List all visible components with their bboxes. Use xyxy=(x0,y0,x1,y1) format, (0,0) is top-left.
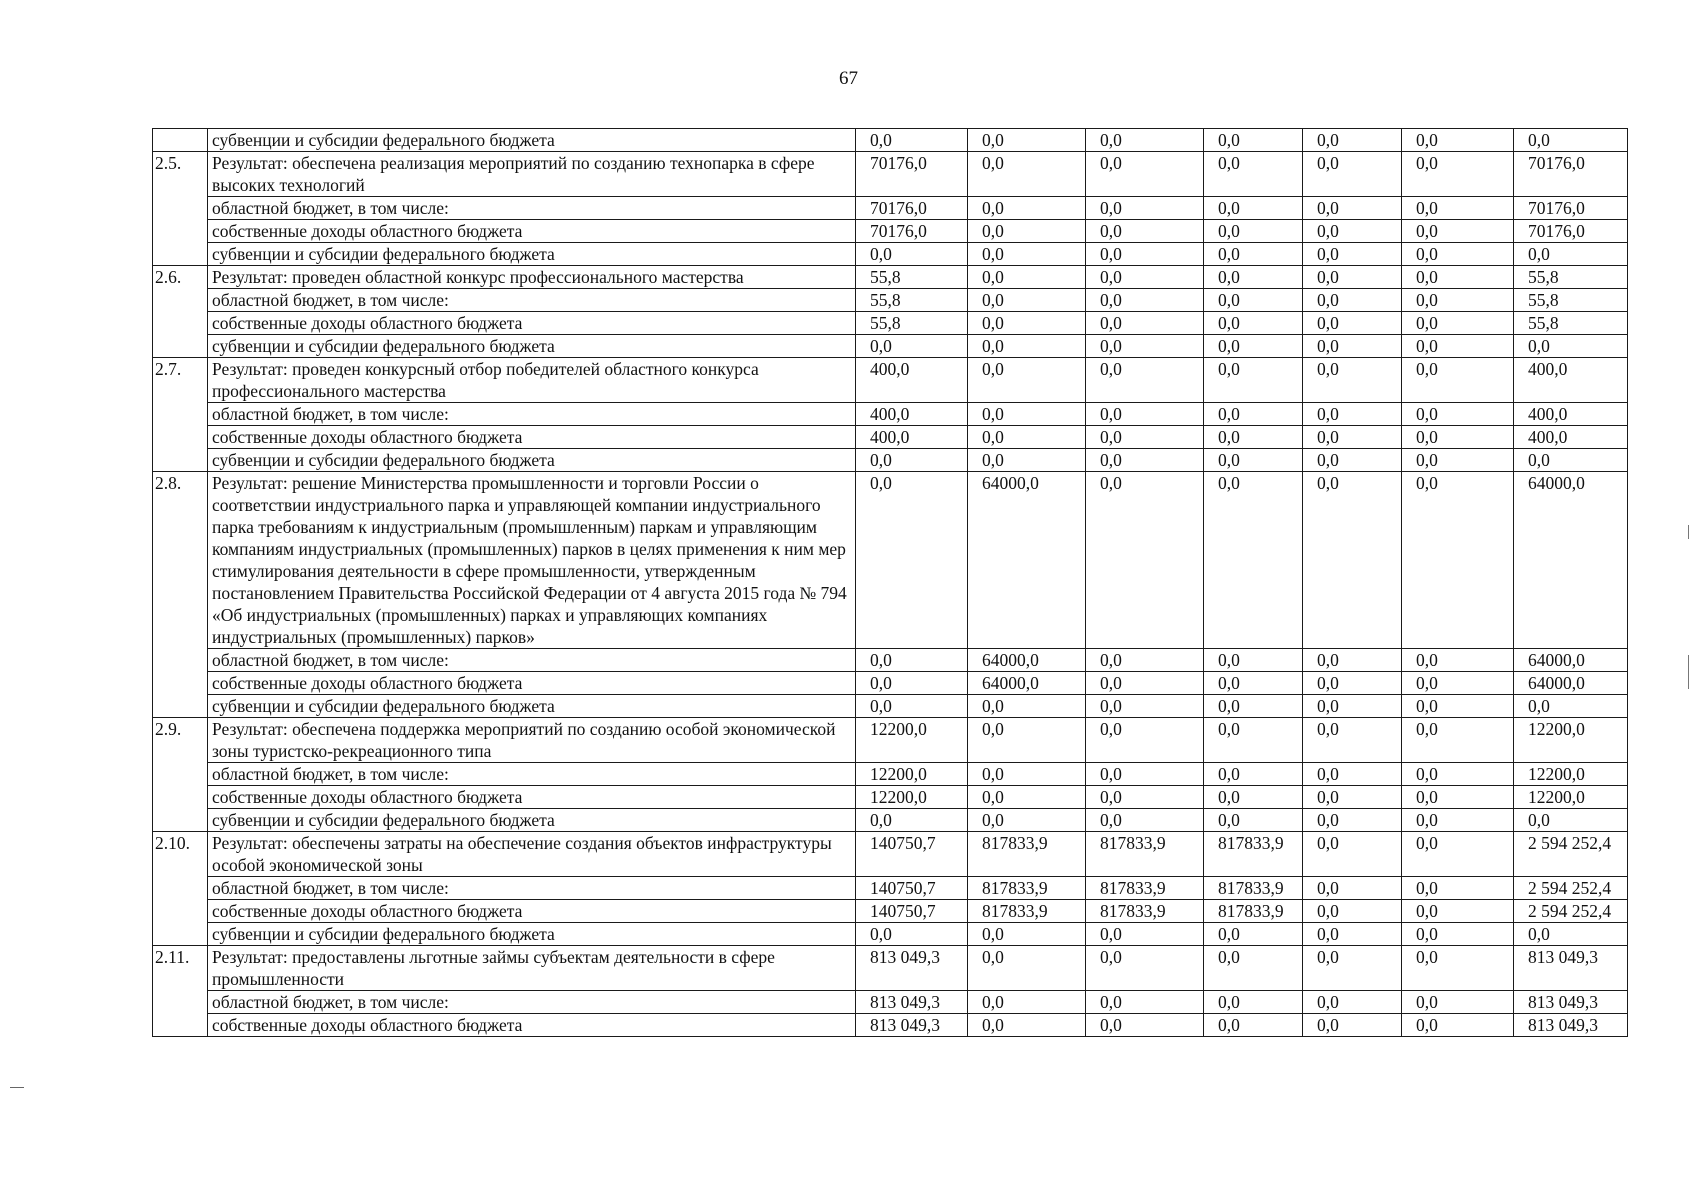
value-cell: 813 049,3 xyxy=(856,946,968,991)
value-cell: 813 049,3 xyxy=(856,991,968,1014)
value-cell: 0,0 xyxy=(1303,197,1402,220)
value-cell: 0,0 xyxy=(1204,403,1303,426)
value-cell: 2 594 252,4 xyxy=(1514,832,1628,877)
value-cell: 0,0 xyxy=(1402,1014,1514,1037)
value-cell: 0,0 xyxy=(1204,289,1303,312)
value-cell: 0,0 xyxy=(1204,472,1303,649)
value-cell: 0,0 xyxy=(968,197,1086,220)
value-cell: 0,0 xyxy=(1303,289,1402,312)
row-label-cell: субвенции и субсидии федерального бюджета xyxy=(208,243,856,266)
row-code-cell: 2.11. xyxy=(153,946,208,1037)
table-row xyxy=(153,991,1628,1014)
value-cell: 0,0 xyxy=(1402,923,1514,946)
table-row xyxy=(153,403,1628,426)
value-cell: 140750,7 xyxy=(856,832,968,877)
value-cell: 0,0 xyxy=(1303,877,1402,900)
row-label-cell: собственные доходы областного бюджета xyxy=(208,672,856,695)
value-cell: 0,0 xyxy=(1303,1014,1402,1037)
value-cell: 2 594 252,4 xyxy=(1514,900,1628,923)
value-cell: 813 049,3 xyxy=(1514,1014,1628,1037)
value-cell: 0,0 xyxy=(1303,718,1402,763)
value-cell: 64000,0 xyxy=(1514,672,1628,695)
value-cell: 0,0 xyxy=(1402,672,1514,695)
row-code-cell xyxy=(153,129,208,152)
value-cell: 0,0 xyxy=(856,472,968,649)
value-cell: 0,0 xyxy=(968,1014,1086,1037)
value-cell: 55,8 xyxy=(1514,289,1628,312)
value-cell: 55,8 xyxy=(1514,266,1628,289)
value-cell: 817833,9 xyxy=(968,832,1086,877)
row-label-cell: собственные доходы областного бюджета xyxy=(208,312,856,335)
value-cell: 0,0 xyxy=(1086,220,1204,243)
row-label-cell: субвенции и субсидии федерального бюджета xyxy=(208,335,856,358)
table-row xyxy=(153,695,1628,718)
value-cell: 64000,0 xyxy=(1514,472,1628,649)
value-cell: 0,0 xyxy=(1402,649,1514,672)
value-cell: 0,0 xyxy=(1204,763,1303,786)
row-label-cell: Результат: проведен областной конкурс профессионального мастерства xyxy=(208,266,856,289)
budget-table-body xyxy=(153,129,1628,1037)
value-cell: 0,0 xyxy=(1303,426,1402,449)
table-row xyxy=(153,472,1628,649)
value-cell: 0,0 xyxy=(1303,991,1402,1014)
value-cell: 813 049,3 xyxy=(856,1014,968,1037)
row-code-cell: 2.10. xyxy=(153,832,208,946)
value-cell: 0,0 xyxy=(968,129,1086,152)
value-cell: 0,0 xyxy=(1086,289,1204,312)
row-label-cell: Результат: обеспечена поддержка мероприятий по созданию особой экономической зоны туристско-рекреационного типа xyxy=(208,718,856,763)
value-cell: 0,0 xyxy=(1204,152,1303,197)
value-cell: 0,0 xyxy=(1086,472,1204,649)
value-cell: 0,0 xyxy=(1514,923,1628,946)
table-row xyxy=(153,923,1628,946)
row-label-cell: собственные доходы областного бюджета xyxy=(208,1014,856,1037)
row-label-cell: субвенции и субсидии федерального бюджета xyxy=(208,449,856,472)
value-cell: 0,0 xyxy=(1086,718,1204,763)
value-cell: 0,0 xyxy=(1402,152,1514,197)
budget-table xyxy=(152,128,1628,1037)
value-cell: 0,0 xyxy=(1402,832,1514,877)
table-row xyxy=(153,335,1628,358)
row-label-cell: областной бюджет, в том числе: xyxy=(208,877,856,900)
value-cell: 0,0 xyxy=(1303,923,1402,946)
value-cell: 400,0 xyxy=(1514,426,1628,449)
value-cell: 0,0 xyxy=(856,449,968,472)
value-cell: 817833,9 xyxy=(1086,900,1204,923)
value-cell: 0,0 xyxy=(1204,1014,1303,1037)
row-label-cell: субвенции и субсидии федерального бюджета xyxy=(208,923,856,946)
scan-mark-right xyxy=(1688,655,1689,689)
value-cell: 817833,9 xyxy=(1204,832,1303,877)
value-cell: 0,0 xyxy=(856,649,968,672)
value-cell: 0,0 xyxy=(1303,649,1402,672)
table-row xyxy=(153,266,1628,289)
value-cell: 0,0 xyxy=(1303,472,1402,649)
value-cell: 12200,0 xyxy=(1514,786,1628,809)
table-row xyxy=(153,220,1628,243)
row-label-cell: субвенции и субсидии федерального бюджета xyxy=(208,129,856,152)
value-cell: 400,0 xyxy=(856,358,968,403)
value-cell: 0,0 xyxy=(1204,786,1303,809)
value-cell: 0,0 xyxy=(1086,243,1204,266)
value-cell: 12200,0 xyxy=(856,786,968,809)
table-row xyxy=(153,900,1628,923)
value-cell: 0,0 xyxy=(1086,449,1204,472)
value-cell: 0,0 xyxy=(1086,403,1204,426)
value-cell: 0,0 xyxy=(1204,649,1303,672)
value-cell: 0,0 xyxy=(1204,266,1303,289)
value-cell: 0,0 xyxy=(856,335,968,358)
value-cell: 0,0 xyxy=(1086,991,1204,1014)
value-cell: 0,0 xyxy=(1086,312,1204,335)
value-cell: 0,0 xyxy=(1514,449,1628,472)
value-cell: 0,0 xyxy=(968,358,1086,403)
value-cell: 70176,0 xyxy=(856,152,968,197)
table-row xyxy=(153,672,1628,695)
value-cell: 0,0 xyxy=(1204,672,1303,695)
table-row xyxy=(153,877,1628,900)
value-cell: 0,0 xyxy=(1402,809,1514,832)
row-label-cell: субвенции и субсидии федерального бюджета xyxy=(208,809,856,832)
value-cell: 0,0 xyxy=(1086,809,1204,832)
value-cell: 0,0 xyxy=(968,243,1086,266)
value-cell: 0,0 xyxy=(1402,991,1514,1014)
value-cell: 0,0 xyxy=(1303,763,1402,786)
row-label-cell: Результат: обеспечены затраты на обеспечение создания объектов инфраструктуры особой экономической зоны xyxy=(208,832,856,877)
value-cell: 0,0 xyxy=(968,695,1086,718)
value-cell: 64000,0 xyxy=(1514,649,1628,672)
row-code-cell: 2.9. xyxy=(153,718,208,832)
value-cell: 0,0 xyxy=(1204,449,1303,472)
value-cell: 140750,7 xyxy=(856,900,968,923)
value-cell: 0,0 xyxy=(856,923,968,946)
table-row xyxy=(153,809,1628,832)
value-cell: 0,0 xyxy=(1303,312,1402,335)
table-row xyxy=(153,763,1628,786)
value-cell: 55,8 xyxy=(856,289,968,312)
value-cell: 0,0 xyxy=(1086,152,1204,197)
value-cell: 0,0 xyxy=(1402,718,1514,763)
value-cell: 0,0 xyxy=(1402,426,1514,449)
table-row xyxy=(153,129,1628,152)
value-cell: 0,0 xyxy=(968,220,1086,243)
value-cell: 0,0 xyxy=(1402,197,1514,220)
value-cell: 0,0 xyxy=(1204,695,1303,718)
value-cell: 0,0 xyxy=(1086,923,1204,946)
value-cell: 0,0 xyxy=(1086,672,1204,695)
value-cell: 0,0 xyxy=(1204,129,1303,152)
value-cell: 0,0 xyxy=(1086,695,1204,718)
value-cell: 0,0 xyxy=(1086,946,1204,991)
scan-mark-right xyxy=(1688,525,1689,539)
value-cell: 12200,0 xyxy=(856,718,968,763)
value-cell: 0,0 xyxy=(1204,312,1303,335)
value-cell: 0,0 xyxy=(1204,358,1303,403)
value-cell: 0,0 xyxy=(856,672,968,695)
value-cell: 0,0 xyxy=(1303,358,1402,403)
value-cell: 0,0 xyxy=(1303,335,1402,358)
value-cell: 0,0 xyxy=(1402,266,1514,289)
value-cell: 0,0 xyxy=(1303,695,1402,718)
value-cell: 0,0 xyxy=(1303,946,1402,991)
row-code-cell: 2.8. xyxy=(153,472,208,718)
row-label-cell: собственные доходы областного бюджета xyxy=(208,220,856,243)
value-cell: 70176,0 xyxy=(856,220,968,243)
row-code-cell: 2.5. xyxy=(153,152,208,266)
value-cell: 0,0 xyxy=(856,129,968,152)
value-cell: 0,0 xyxy=(1204,197,1303,220)
value-cell: 0,0 xyxy=(856,809,968,832)
value-cell: 0,0 xyxy=(1402,763,1514,786)
value-cell: 0,0 xyxy=(1514,129,1628,152)
value-cell: 0,0 xyxy=(1204,335,1303,358)
row-label-cell: областной бюджет, в том числе: xyxy=(208,197,856,220)
value-cell: 0,0 xyxy=(1303,900,1402,923)
row-label-cell: областной бюджет, в том числе: xyxy=(208,991,856,1014)
value-cell: 0,0 xyxy=(1402,220,1514,243)
value-cell: 0,0 xyxy=(1086,197,1204,220)
value-cell: 0,0 xyxy=(1303,220,1402,243)
value-cell: 0,0 xyxy=(1086,335,1204,358)
value-cell: 0,0 xyxy=(1402,695,1514,718)
value-cell: 0,0 xyxy=(968,335,1086,358)
table-row xyxy=(153,358,1628,403)
value-cell: 70176,0 xyxy=(856,197,968,220)
value-cell: 0,0 xyxy=(1402,877,1514,900)
value-cell: 0,0 xyxy=(856,243,968,266)
value-cell: 64000,0 xyxy=(968,472,1086,649)
value-cell: 0,0 xyxy=(1204,426,1303,449)
row-label-cell: субвенции и субсидии федерального бюджета xyxy=(208,695,856,718)
scan-mark-left xyxy=(10,1087,24,1088)
value-cell: 0,0 xyxy=(1402,786,1514,809)
value-cell: 0,0 xyxy=(1402,289,1514,312)
value-cell: 0,0 xyxy=(1204,991,1303,1014)
value-cell: 0,0 xyxy=(1514,695,1628,718)
value-cell: 0,0 xyxy=(1303,243,1402,266)
row-label-cell: областной бюджет, в том числе: xyxy=(208,649,856,672)
value-cell: 813 049,3 xyxy=(1514,946,1628,991)
value-cell: 0,0 xyxy=(1402,472,1514,649)
row-label-cell: областной бюджет, в том числе: xyxy=(208,289,856,312)
value-cell: 0,0 xyxy=(1086,786,1204,809)
table-row xyxy=(153,243,1628,266)
value-cell: 0,0 xyxy=(1204,220,1303,243)
table-row xyxy=(153,832,1628,877)
table-row xyxy=(153,786,1628,809)
value-cell: 817833,9 xyxy=(1204,877,1303,900)
value-cell: 0,0 xyxy=(968,991,1086,1014)
value-cell: 64000,0 xyxy=(968,649,1086,672)
value-cell: 0,0 xyxy=(1303,152,1402,197)
page-number: 67 xyxy=(839,68,858,89)
value-cell: 0,0 xyxy=(968,449,1086,472)
table-row xyxy=(153,649,1628,672)
value-cell: 12200,0 xyxy=(856,763,968,786)
value-cell: 55,8 xyxy=(1514,312,1628,335)
row-label-cell: Результат: решение Министерства промышленности и торговли России о соответствии индустриального парка и управляющей компании индустриального парка требованиям к индустриальным (промышленным) паркам и управляющим компаниям индустриальных (промышленных) парков в целях применения к ним мер стимулирования деятельности в сфере промышленности, утвержденным постановлением Правительства Российской Федерации от 4 августа 2015 года № 794 «Об индустриальных (промышленных) парках и управляющих компаниях индустриальных (промышленных) парков» xyxy=(208,472,856,649)
value-cell: 0,0 xyxy=(968,266,1086,289)
value-cell: 0,0 xyxy=(968,946,1086,991)
table-row xyxy=(153,946,1628,991)
value-cell: 0,0 xyxy=(968,786,1086,809)
table-row xyxy=(153,1014,1628,1037)
row-label-cell: собственные доходы областного бюджета xyxy=(208,786,856,809)
table-row xyxy=(153,197,1628,220)
value-cell: 0,0 xyxy=(1402,403,1514,426)
table-row xyxy=(153,426,1628,449)
value-cell: 55,8 xyxy=(856,266,968,289)
value-cell: 0,0 xyxy=(1086,358,1204,403)
value-cell: 0,0 xyxy=(856,695,968,718)
value-cell: 0,0 xyxy=(968,289,1086,312)
value-cell: 12200,0 xyxy=(1514,763,1628,786)
table-row xyxy=(153,152,1628,197)
table-row xyxy=(153,718,1628,763)
value-cell: 0,0 xyxy=(1402,243,1514,266)
value-cell: 0,0 xyxy=(968,426,1086,449)
value-cell: 0,0 xyxy=(1204,243,1303,266)
value-cell: 0,0 xyxy=(1402,900,1514,923)
value-cell: 0,0 xyxy=(1402,358,1514,403)
value-cell: 70176,0 xyxy=(1514,152,1628,197)
value-cell: 0,0 xyxy=(968,809,1086,832)
value-cell: 0,0 xyxy=(968,312,1086,335)
value-cell: 817833,9 xyxy=(968,877,1086,900)
value-cell: 0,0 xyxy=(1303,129,1402,152)
value-cell: 0,0 xyxy=(1303,403,1402,426)
value-cell: 400,0 xyxy=(856,426,968,449)
value-cell: 400,0 xyxy=(1514,403,1628,426)
row-label-cell: Результат: проведен конкурсный отбор победителей областного конкурса профессионального мастерства xyxy=(208,358,856,403)
row-label-cell: Результат: обеспечена реализация мероприятий по созданию технопарка в сфере высоких технологий xyxy=(208,152,856,197)
value-cell: 813 049,3 xyxy=(1514,991,1628,1014)
value-cell: 0,0 xyxy=(1086,649,1204,672)
value-cell: 0,0 xyxy=(1402,129,1514,152)
table-row xyxy=(153,449,1628,472)
row-label-cell: собственные доходы областного бюджета xyxy=(208,900,856,923)
value-cell: 70176,0 xyxy=(1514,220,1628,243)
table-row xyxy=(153,289,1628,312)
value-cell: 0,0 xyxy=(1402,335,1514,358)
value-cell: 0,0 xyxy=(1204,718,1303,763)
value-cell: 0,0 xyxy=(1086,1014,1204,1037)
value-cell: 0,0 xyxy=(1303,672,1402,695)
value-cell: 0,0 xyxy=(968,152,1086,197)
row-label-cell: областной бюджет, в том числе: xyxy=(208,403,856,426)
value-cell: 817833,9 xyxy=(1086,877,1204,900)
value-cell: 0,0 xyxy=(1303,266,1402,289)
value-cell: 0,0 xyxy=(1204,946,1303,991)
value-cell: 400,0 xyxy=(1514,358,1628,403)
value-cell: 0,0 xyxy=(968,923,1086,946)
value-cell: 0,0 xyxy=(1086,426,1204,449)
value-cell: 0,0 xyxy=(1303,809,1402,832)
value-cell: 0,0 xyxy=(1303,449,1402,472)
value-cell: 0,0 xyxy=(1514,335,1628,358)
value-cell: 400,0 xyxy=(856,403,968,426)
value-cell: 0,0 xyxy=(1204,809,1303,832)
value-cell: 0,0 xyxy=(1402,312,1514,335)
value-cell: 817833,9 xyxy=(968,900,1086,923)
value-cell: 12200,0 xyxy=(1514,718,1628,763)
value-cell: 140750,7 xyxy=(856,877,968,900)
table-row xyxy=(153,312,1628,335)
value-cell: 0,0 xyxy=(1514,809,1628,832)
value-cell: 817833,9 xyxy=(1204,900,1303,923)
value-cell: 70176,0 xyxy=(1514,197,1628,220)
row-label-cell: областной бюджет, в том числе: xyxy=(208,763,856,786)
row-code-cell: 2.7. xyxy=(153,358,208,472)
row-label-cell: собственные доходы областного бюджета xyxy=(208,426,856,449)
value-cell: 0,0 xyxy=(968,718,1086,763)
value-cell: 0,0 xyxy=(1402,946,1514,991)
value-cell: 0,0 xyxy=(968,763,1086,786)
value-cell: 0,0 xyxy=(1303,832,1402,877)
value-cell: 0,0 xyxy=(1086,266,1204,289)
value-cell: 0,0 xyxy=(1086,129,1204,152)
value-cell: 0,0 xyxy=(1514,243,1628,266)
value-cell: 64000,0 xyxy=(968,672,1086,695)
value-cell: 817833,9 xyxy=(1086,832,1204,877)
value-cell: 0,0 xyxy=(1303,786,1402,809)
row-code-cell: 2.6. xyxy=(153,266,208,358)
value-cell: 2 594 252,4 xyxy=(1514,877,1628,900)
value-cell: 0,0 xyxy=(1086,763,1204,786)
value-cell: 0,0 xyxy=(1204,923,1303,946)
value-cell: 0,0 xyxy=(1402,449,1514,472)
row-label-cell: Результат: предоставлены льготные займы субъектам деятельности в сфере промышленности xyxy=(208,946,856,991)
value-cell: 55,8 xyxy=(856,312,968,335)
value-cell: 0,0 xyxy=(968,403,1086,426)
